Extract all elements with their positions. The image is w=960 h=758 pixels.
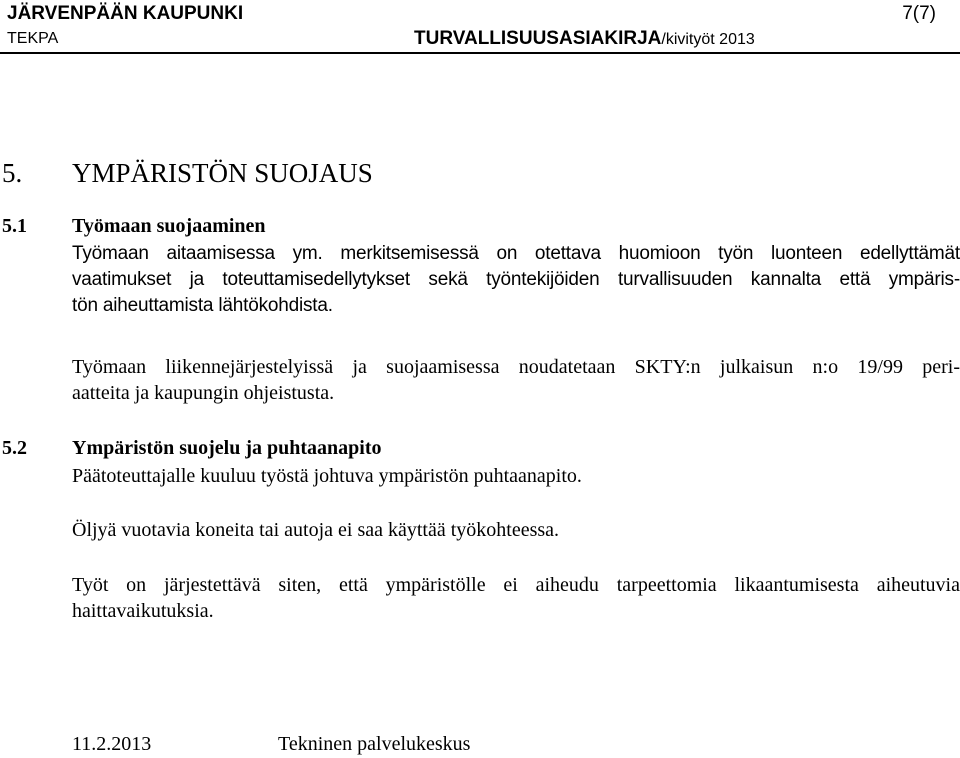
paragraph-line: Työmaan aitaamisessa ym. merkitsemisessä on otettava huomioon työn luonteen edellyttämät <box>72 243 960 264</box>
subsection-2-paragraph-3 <box>72 572 960 624</box>
subsection-2-paragraph-2 <box>72 517 960 543</box>
paragraph-line: tön aiheuttamista lähtökohdista. <box>72 295 333 316</box>
page-number: 7(7) <box>902 3 936 24</box>
subsection-1-paragraph-1 <box>72 241 960 319</box>
paragraph-line: Työmaan liikennejärjestelyissä ja suojaamisessa noudatetaan SKTY:n julkaisun n:o 19/99 peri- <box>72 356 960 378</box>
subsection-1-title: Työmaan suojaaminen <box>72 215 266 237</box>
subsection-1-paragraph-2 <box>72 354 960 406</box>
section-number: 5. <box>2 158 23 188</box>
paragraph-line: Työt on järjestettävä siten, että ympäristölle ei aiheudu tarpeettomia likaantumisesta aiheutuvia <box>72 574 960 596</box>
department-code: TEKPA <box>7 30 59 47</box>
footer-date: 11.2.2013 <box>72 733 152 755</box>
paragraph-line: haittavaikutuksia. <box>72 600 214 622</box>
paragraph-line: vaatimukset ja toteuttamisedellytykset sekä työntekijöiden turvallisuuden kannalta että ympäris- <box>72 269 960 290</box>
document-title <box>414 28 755 50</box>
paragraph-line: Öljyä vuotavia koneita tai autoja ei saa käyttää työkohteessa. <box>72 519 560 541</box>
organization-name: JÄRVENPÄÄN KAUPUNKI <box>7 3 244 24</box>
document-title-text: TURVALLISUUSASIAKIRJA <box>414 28 662 49</box>
subsection-2-paragraph-1 <box>72 463 960 489</box>
footer-department: Tekninen palvelukeskus <box>278 733 471 755</box>
subsection-1-number: 5.1 <box>2 215 27 237</box>
subsection-2-number: 5.2 <box>2 437 27 459</box>
document-subtitle: /kivityöt 2013 <box>661 31 755 48</box>
section-title: YMPÄRISTÖN SUOJAUS <box>72 158 373 188</box>
paragraph-line: aatteita ja kaupungin ohjeistusta. <box>72 382 335 404</box>
header-rule <box>0 52 960 54</box>
subsection-2-title: Ympäristön suojelu ja puhtaanapito <box>72 437 382 459</box>
paragraph-line: Päätoteuttajalle kuuluu työstä johtuva ympäristön puhtaanapito. <box>72 465 582 487</box>
